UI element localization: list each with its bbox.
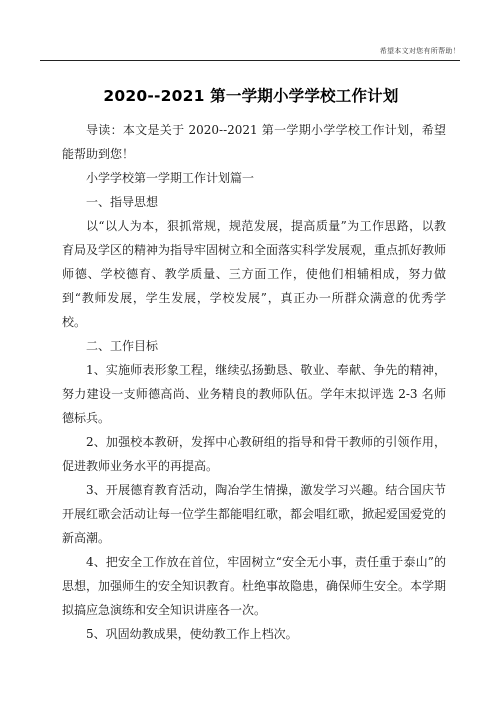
document-title: 2020--2021 第一学期小学学校工作计划 (103, 87, 399, 105)
list-paragraph: 5、巩固幼教成果，使幼教工作上档次。 (86, 627, 298, 641)
section-heading: 小学学校第一学期工作计划篇一 (86, 171, 255, 185)
list-paragraph: 3、开展德育教育活动，陶冶学生情操，激发学习兴趣。结合国庆节开展红歌会活动让每一位学生都能唱红歌，都会唱红歌，掀起爱国爱党的新高潮。 (62, 483, 447, 545)
header-note: 希望本文对您有所帮助！ (379, 47, 460, 55)
subsection-heading: 一、指导思想 (86, 195, 159, 209)
intro-paragraph: 导读：本文是关于 2020--2021 第一学期小学学校工作计划，希望能帮助到您！ (62, 123, 446, 161)
list-paragraph: 1、实施师表形象工程，继续弘扬勤恳、敬业、奉献、争先的精神，努力建设一支师德高尚、业务精良的教师队伍。学年末拟评选 2-3 名师德标兵。 (62, 363, 446, 425)
document-body (62, 118, 446, 646)
subsection-heading: 二、工作目标 (86, 339, 159, 353)
list-paragraph: 4、把安全工作放在首位，牢固树立“安全无小事，责任重于泰山”的思想，加强师生的安全知识教育。杜绝事故隐患，确保师生安全。本学期拟搞应急演练和安全知识讲座各一次。 (62, 555, 447, 617)
header-divider (40, 60, 460, 61)
body-paragraph: 以“以人为本，狠抓常规，规范发展，提高质量”为工作思路，以教育局及学区的精神为指导牢固树立和全面落实科学发展观，重点抓好教师师德、学校德育、教学质量、三方面工作，使他们相辅相成，努力做到“教师发展，学生发展，学校发展”，真正办一所群众满意的优秀学校。 (62, 219, 447, 329)
list-paragraph: 2、加强校本教研，发挥中心教研组的指导和骨干教师的引领作用，促进教师业务水平的再提高。 (62, 435, 446, 473)
